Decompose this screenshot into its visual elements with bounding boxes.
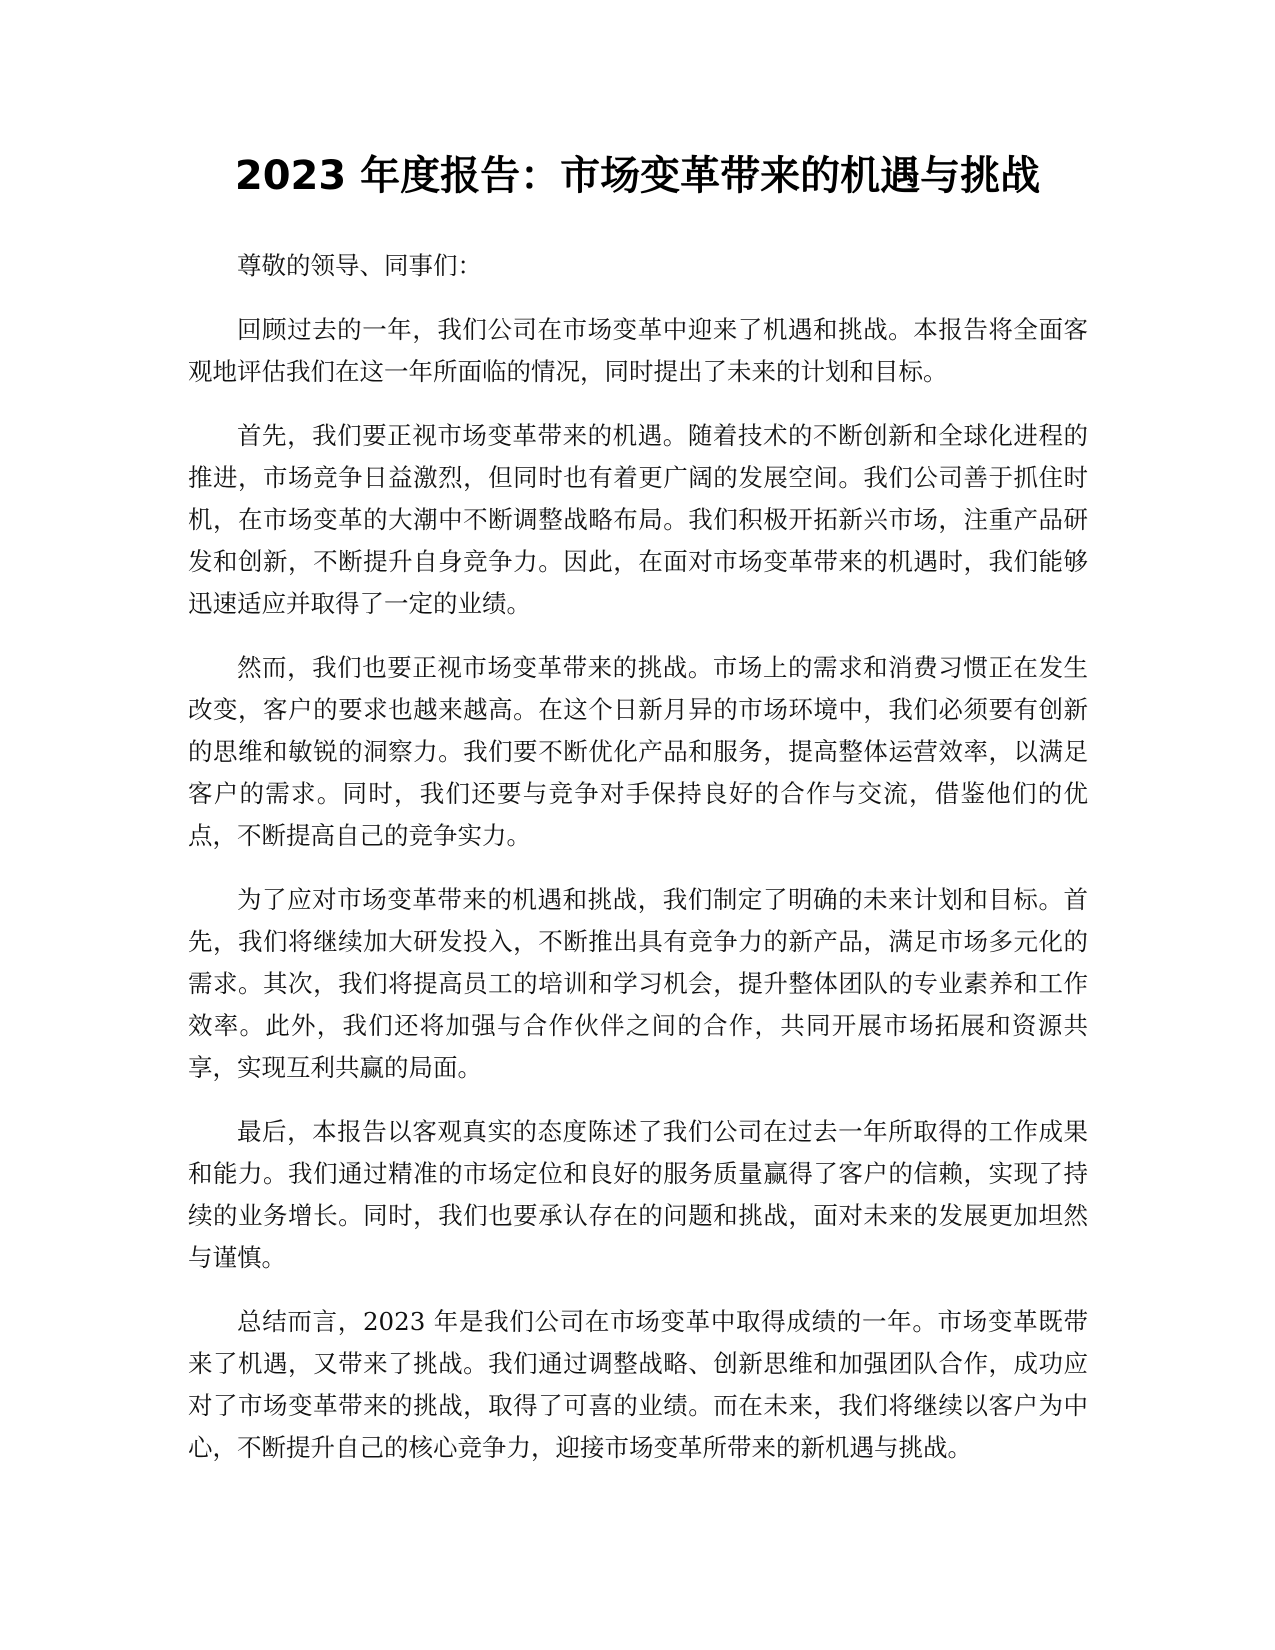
paragraph-summary: 总结而言，2023 年是我们公司在市场变革中取得成绩的一年。市场变革既带来了机遇，又带来了挑战。我们通过调整战略、创新思维和加强团队合作，成功应对了市场变革带来的挑战，取得了可喜的业绩。而在未来，我们将继续以客户为中心，不断提升自己的核心竞争力，迎接市场变革所带来的新机遇与挑战。 — [188, 1307, 1088, 1462]
paragraph-achievements: 最后，本报告以客观真实的态度陈述了我们公司在过去一年所取得的工作成果和能力。我们通过精准的市场定位和良好的服务质量赢得了客户的信赖，实现了持续的业务增长。同时，我们也要承认存在的问题和挑战，面对未来的发展更加坦然与谨慎。 — [188, 1117, 1088, 1272]
paragraph-opportunities: 首先，我们要正视市场变革带来的机遇。随着技术的不断创新和全球化进程的推进，市场竞争日益激烈，但同时也有着更广阔的发展空间。我们公司善于抓住时机，在市场变革的大潮中不断调整战略布局。我们积极开拓新兴市场，注重产品研发和创新，不断提升自身竞争力。因此，在面对市场变革带来的机遇时，我们能够迅速适应并取得了一定的业绩。 — [188, 421, 1088, 618]
salutation: 尊敬的领导、同事们： — [237, 251, 482, 280]
paragraph-review: 回顾过去的一年，我们公司在市场变革中迎来了机遇和挑战。本报告将全面客观地评估我们在这一年所面临的情况，同时提出了未来的计划和目标。 — [188, 315, 1088, 386]
document-title: 2023 年度报告：市场变革带来的机遇与挑战 — [234, 153, 1041, 199]
document-body — [188, 245, 1088, 1491]
paragraph-challenges: 然而，我们也要正视市场变革带来的挑战。市场上的需求和消费习惯正在发生改变，客户的要求也越来越高。在这个日新月异的市场环境中，我们必须要有创新的思维和敏锐的洞察力。我们要不断优化产品和服务，提高整体运营效率，以满足客户的需求。同时，我们还要与竞争对手保持良好的合作与交流，借鉴他们的优点，不断提高自己的竞争实力。 — [188, 653, 1088, 850]
paragraph-plans: 为了应对市场变革带来的机遇和挑战，我们制定了明确的未来计划和目标。首先，我们将继续加大研发投入，不断推出具有竞争力的新产品，满足市场多元化的需求。其次，我们将提高员工的培训和学习机会，提升整体团队的专业素养和工作效率。此外，我们还将加强与合作伙伴之间的合作，共同开展市场拓展和资源共享，实现互利共赢的局面。 — [188, 885, 1088, 1082]
